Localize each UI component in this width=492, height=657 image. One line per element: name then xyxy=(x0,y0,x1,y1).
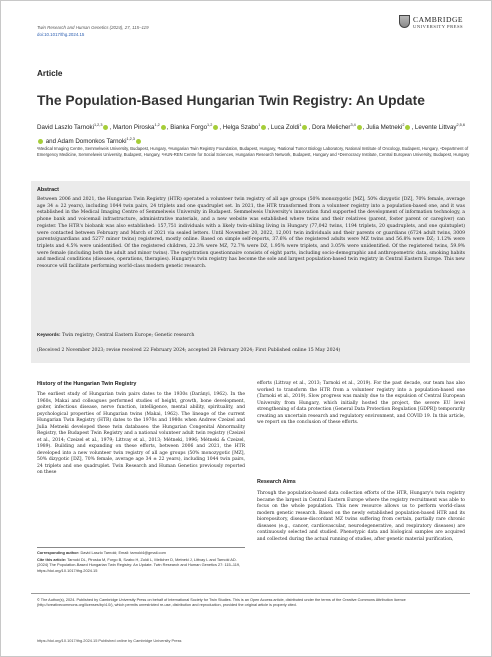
article-title: The Population-Based Hungarian Twin Registry: An Update xyxy=(37,93,425,108)
publication-history: (Received 2 November 2023; revise received 22 February 2024; accepted 28 February 2024; First Published online 15 May 2024) xyxy=(37,348,341,353)
aims-text: Through the population-based data collection efforts of the HTR, Hungary's twin registry became the largest in Central Eastern Europe where the registry recruitment was able to focus on the whole population. This new resource allows us to perform world-class modern genetic research. Based on the newly established population-based HTR and its biorepository, disease-discordant MZ twins suffering from certain, partially rare chronic diseases (e.g., cancer, cardiovascular, neurodegenerative, and respiratory diseases) are continuously selected and studied. Phenotypic data and biological samples are acquired and collected during the actual running of studies, after genetic material purification, xyxy=(257,491,465,542)
abstract-text: Between 2006 and 2021, the Hungarian Twin Registry (HTR) operated a volunteer twin registry of all age groups (50% monozygotic [MZ], 50% dizygotic [DZ], 70% female, average age 34 ± 22 years), including 1044 twin pairs, 24 triplets and one quadruplet set. In 2021, the HTR transformed from a volunteer registry into a population-based one, and it was established in the Medical Imaging Centre of Semmelweis University in Budapest. Semmelweis University's innovation fund supported the development of information technology, a phone bank and voicemail infrastructure, administrative materials, and a new website was established where twins and their relatives (parent, foster parent or caregiver) can register. The HTR's biobank was also established: 157,751 individuals with a likely twin-sibling living in Hungary (77,042 twins, 1194 triplets, 20 quadruplets, and one quintuplet) were contacted between February and March of 2021 via sealed letters. Until November 20, 2022, 12,001 twin individuals and their parents or guardians (6724 adult twins, 3009 parents/guardians and 5277 minor twins) registered, mostly online. Based on simple self-reports, 37.6% of the registered adults were MZ twins and 56.8% were DZ; 1.12% were triplets and 4.5% were unidentified. Of the registered children, 22.3% were MZ, 72.7% were DZ, 1.95% were triplets, and 3.05% were unidentified. Of the registered twins, 59.9% were female (including both the adult and minor twins). The registration questionnaire consists of eight parts, including socio-demographic and anthropometric data, smoking habits and medical conditions (diseases, operations, therapies). Hungary's twin registry has become the sole and largest population-based twin registry in Central Eastern Europe. This new resource will facilitate performing world-class modern genetic research. xyxy=(37,197,465,270)
author-affiliation-marker: 3,4 xyxy=(350,123,356,127)
keywords xyxy=(37,332,465,338)
orcid-icon[interactable] xyxy=(136,139,141,144)
author-affiliation-marker: 1,2,3 xyxy=(126,136,135,141)
keywords-label: Keywords: xyxy=(37,332,61,337)
corr-text: David Laszlo Tarnoki; Email: tarnoki4@gmail.com xyxy=(80,550,166,555)
cambridge-logo xyxy=(399,14,469,34)
author-name[interactable]: Marton Piroska xyxy=(112,124,155,132)
keywords-text: Twin registry; Central Eastern Europe; Genetic research xyxy=(61,333,195,338)
author-name[interactable]: David Laszlo Tarnoki xyxy=(37,124,94,132)
publisher-subname: UNIVERSITY PRESS xyxy=(413,24,464,29)
author-affiliation-marker: 2 xyxy=(402,123,405,127)
author-affiliation-marker: 1,2 xyxy=(154,123,160,127)
corr-label: Corresponding author: xyxy=(37,550,80,555)
copyright-notice: © The Author(s), 2024. Published by Cambridge University Press on behalf of International Society for Twin Studies. This is an Open Access article, distributed under the terms of the Creative Commons Attribution licence (http://creativecommons.org/licenses/by/4.0/), which permits unrestricted re-use, distribution and reproduction, provided the original article is properly cited. xyxy=(37,598,406,608)
author-affiliation-marker: 1,2,3 xyxy=(93,123,103,127)
history-text-continued: efforts (Littvay et al., 2013; Tarnoki et al., 2019). For the past decade, our team has also worked to transform the HTR from a volunteer registry into a population-based one (Tarnoki et al., 2019). Slow progress was mainly due to the expulsion of Central European University from Hungary, which initially hosted the project, the severe EU level strengthening of data protection (General Data Protection Regulation [GDPR]) temporarily creating an uncertain research and regulatory environment, and COVID 19. In this article, we report on the conclusion of these efforts. xyxy=(257,381,465,425)
aims-heading: Research Aims xyxy=(257,479,296,485)
article-type: Article xyxy=(37,69,63,78)
abstract-heading: Abstract xyxy=(37,187,59,193)
orcid-icon[interactable] xyxy=(213,125,218,130)
history-text: The earliest study of Hungarian twin pairs dates to the 1930s (Darányi, 1962). In the 1960s, Makai and colleagues performed studies of height, growth, bone development, goiter, infectious disease, nerve function, intelligence, mental ability, spirituality, and psychological properties of Hungarian twins (Makai, 1962). The lineage of the current Hungarian Twin Registry (HTR) dates to the 1970s and 1980s when Andrew Czeizel and Julia Metneki developed these twin databases: the Hungarian Congenital Abnormality Registry, the Budapest Twin Registry and a national volunteer adult twin registry (Czeizel et al., 2014; Czeizel et al., 1979; Littvay et al., 2013; Métneki, 1996; Métneki & Czeizel, 1989). Building and expanding on these efforts, between 2006 and 2021, the HTR developed into a new volunteer twin registry of all age groups (50% monozygotic [MZ], 50% dizygotic [DZ], 70% female, average age 34 ± 22 years), including 1044 twin pairs, 24 triplets and one quadruplet. Twin Research and Human Genetics previously reported on these xyxy=(37,392,245,475)
author-affiliation-marker: 1,2 xyxy=(207,123,213,127)
orcid-icon[interactable] xyxy=(38,139,43,144)
publisher-name: CAMBRIDGE xyxy=(413,15,464,24)
author-name[interactable]: Helga Szabo xyxy=(222,124,259,132)
cite-label: Cite this article: xyxy=(37,556,67,562)
footer-divider xyxy=(31,593,470,594)
author-name[interactable]: Levente Littvay xyxy=(414,124,457,132)
orcid-icon[interactable] xyxy=(261,125,266,130)
journal-citation: Twin Research and Human Genetics (2024), 27, 115–119 xyxy=(37,25,149,30)
author-name[interactable]: Dora Melicher xyxy=(311,124,351,132)
correspondence-block xyxy=(37,547,245,574)
orcid-icon[interactable] xyxy=(103,125,108,130)
history-heading: History of the Hungarian Twin Registry xyxy=(37,381,137,387)
footer-doi-link[interactable]: https://doi.org/10.1017/thg.2024.15 Published online by Cambridge University Press xyxy=(37,638,182,643)
author-name[interactable]: Luca Zoldi xyxy=(270,124,300,132)
author-affiliation-marker: 1 xyxy=(258,123,261,127)
author-name[interactable]: Bianka Forgo xyxy=(170,124,208,132)
author-list: David Laszlo Tarnoki$^{1,2,3}$ , Marton Piroska$^{1,2}$ , Bianka Forgo$^{1,2}$ , Helga Szabo$^1$ , Luca Zoldi$^1$ , Dora Melicher$^{3,4}$ , Julia Metneki$^2$ , Levente Littvay$^{2,5,6}$ and Adam Domonkos Tarnoki$^{1,2,3}$ xyxy=(37,123,465,145)
orcid-icon[interactable] xyxy=(405,125,410,130)
affiliations: ¹Medical Imaging Centre, Semmelweis University, Budapest, Hungary, ²Hungarian Twin Registry Foundation, Budapest, Hungary, ³National Tumor Biology Laboratory, National Institute of Oncology, Budapest, Hungary, ⁴Department of Emergency Medicine, Semmelweis University, Budapest, Hungary, ⁵HUN-REN Centre for Social Sciences, Hungarian Research Network, Budapest, Hungary and ⁶Democracy Institute, Central European University, Budapest, Hungary xyxy=(37,146,470,158)
journal-header xyxy=(37,25,149,38)
cite-text: Tarnoki DL, Piroska M, Forgo B, Szabo H, Zoldi L, Melicher D, Metneki J, Littvay L and Tarnoki AD. (2024) The Population-Based Hungarian Twin Registry: An Update. Twin Research and Human Genetics 27: 115–119, https://doi.org/10.1017/thg.2024.15 xyxy=(37,556,241,573)
journal-doi[interactable]: doi:10.1017/thg.2024.15 xyxy=(37,31,85,37)
orcid-icon[interactable] xyxy=(161,125,166,130)
orcid-icon[interactable] xyxy=(302,125,307,130)
shield-icon xyxy=(399,15,410,28)
author-affiliation-marker: 2,5,6 xyxy=(456,123,465,127)
author-name[interactable]: Julia Metneki xyxy=(366,124,403,132)
orcid-icon[interactable] xyxy=(357,125,362,130)
author-affiliation-marker: 1 xyxy=(299,123,302,127)
author-name[interactable]: and Adam Domonkos Tarnoki xyxy=(45,137,127,145)
